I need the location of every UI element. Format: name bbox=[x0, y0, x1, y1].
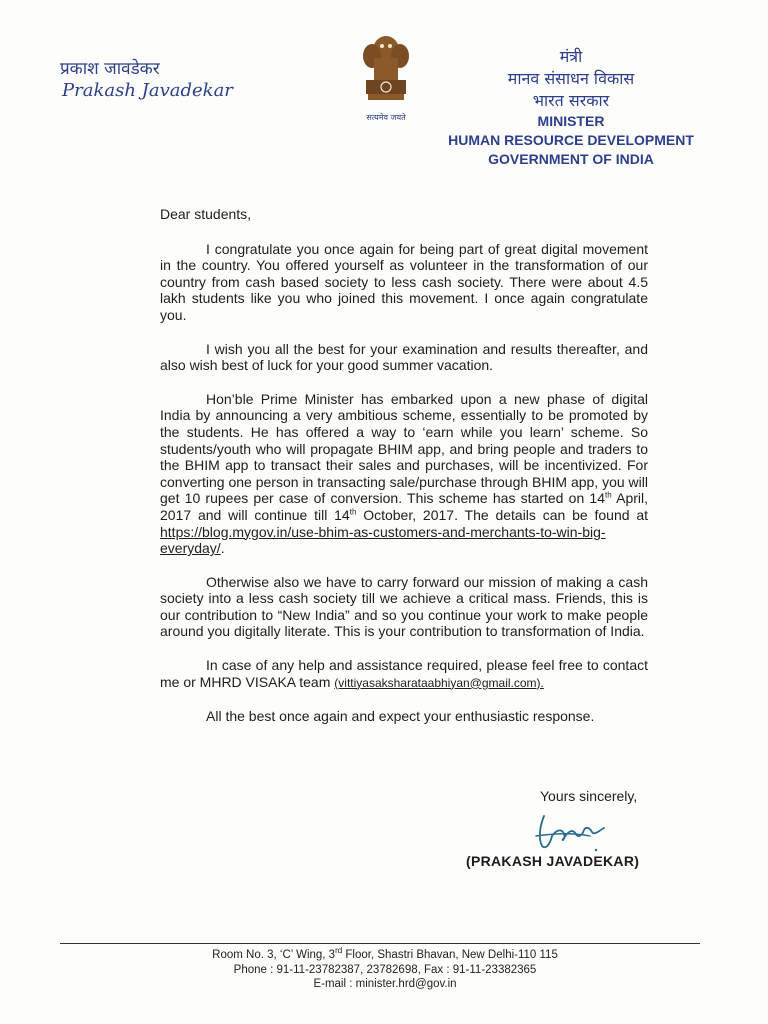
footer bbox=[150, 948, 620, 992]
scheme-dates: April, 2017 and will continue till 14 bbox=[160, 490, 649, 523]
scheme-link[interactable]: https://blog.mygov.in/use-bhim-as-customers-and-merchants-to-win-big-everyday/ bbox=[160, 523, 606, 557]
letter-body bbox=[160, 206, 648, 742]
footer-address bbox=[150, 948, 620, 963]
emblem-motto: सत्यमेव जयते bbox=[366, 113, 406, 122]
address-sup: rd bbox=[335, 946, 343, 956]
title-hindi: मंत्री bbox=[559, 47, 583, 66]
ministry-hindi: मानव संसाधन विकास bbox=[507, 69, 635, 88]
address-part: Room No. 3, ‘C’ Wing, 3 bbox=[212, 949, 336, 961]
name-hindi: प्रकाश जावडेकर bbox=[60, 59, 160, 79]
scheme-text: Hon’ble Prime Minister has embarked upon a new phase of digital India by announcing a very ambitious scheme, essentially to be promoted by the students. He has offered a way to ‘earn while you learn’ scheme. So students/youth who will propagate BHIM app, and bring people and traders to the BHIM app to transact their sales and purchases, will be incentivized. For converting one person in transacting sale/purchase through BHIM app, you will get 10 rupees per case of conversion. This scheme has started on 14 bbox=[160, 390, 648, 507]
scheme-period: . bbox=[220, 540, 225, 557]
footer-divider bbox=[60, 943, 700, 944]
letterhead-right bbox=[436, 46, 706, 169]
salutation: Dear students, bbox=[160, 206, 252, 222]
signature bbox=[530, 806, 630, 856]
paragraph-help bbox=[160, 657, 648, 691]
signer-name: (PRAKASH JAVADEKAR) bbox=[466, 853, 640, 869]
help-text: In case of any help and assistance required, please feel free to contact me or MHRD VISAKA team bbox=[160, 657, 648, 690]
scheme-details: October, 2017. The details can be found at bbox=[356, 506, 648, 523]
sup-th-2: th bbox=[349, 507, 357, 517]
paragraph-congratulations: I congratulate you once again for being part of great digital movement in the country. You offered yourself as volunteer in the transformation of our country from cash based society to less cash society. There were about 4.5 lakh students like you who joined this movement. I once again congratulate you. bbox=[160, 240, 648, 323]
ministry-english: HUMAN RESOURCE DEVELOPMENT bbox=[448, 132, 694, 148]
paragraph-mission: Otherwise also we have to carry forward our mission of making a cash society into a less cash society till we achieve a critical mass. Friends, this is our contribution to “New India” and so you continue your work to make people around you digitally literate. This is your contribution to transformation of India. bbox=[160, 573, 648, 640]
state-emblem-icon bbox=[350, 28, 422, 128]
paragraph-closing-wish: All the best once again and expect your enthusiastic response. bbox=[206, 708, 595, 725]
address-rest: Floor, Shastri Bhavan, New Delhi-110 115 bbox=[342, 949, 558, 961]
footer-email: E-mail : minister.hrd@gov.in bbox=[313, 978, 457, 990]
footer-phone: Phone : 91-11-23782387, 23782698, Fax : 91-11-23382365 bbox=[233, 963, 537, 976]
closing-line: Yours sincerely, bbox=[540, 788, 638, 804]
sup-th-1: th bbox=[605, 490, 612, 500]
government-hindi: भारत सरकार bbox=[532, 91, 610, 110]
paragraph-scheme bbox=[160, 391, 648, 557]
title-english: MINISTER bbox=[537, 113, 605, 129]
name-english: Prakash Javadekar bbox=[62, 80, 233, 101]
paragraph-wishes: I wish you all the best for your examination and results thereafter, and also wish best of luck for your good summer vacation. bbox=[160, 340, 648, 374]
government-english: GOVERNMENT OF INDIA bbox=[488, 151, 654, 167]
help-email-link[interactable]: (vittiyasaksharataabhiyan@gmail.com). bbox=[334, 675, 544, 690]
